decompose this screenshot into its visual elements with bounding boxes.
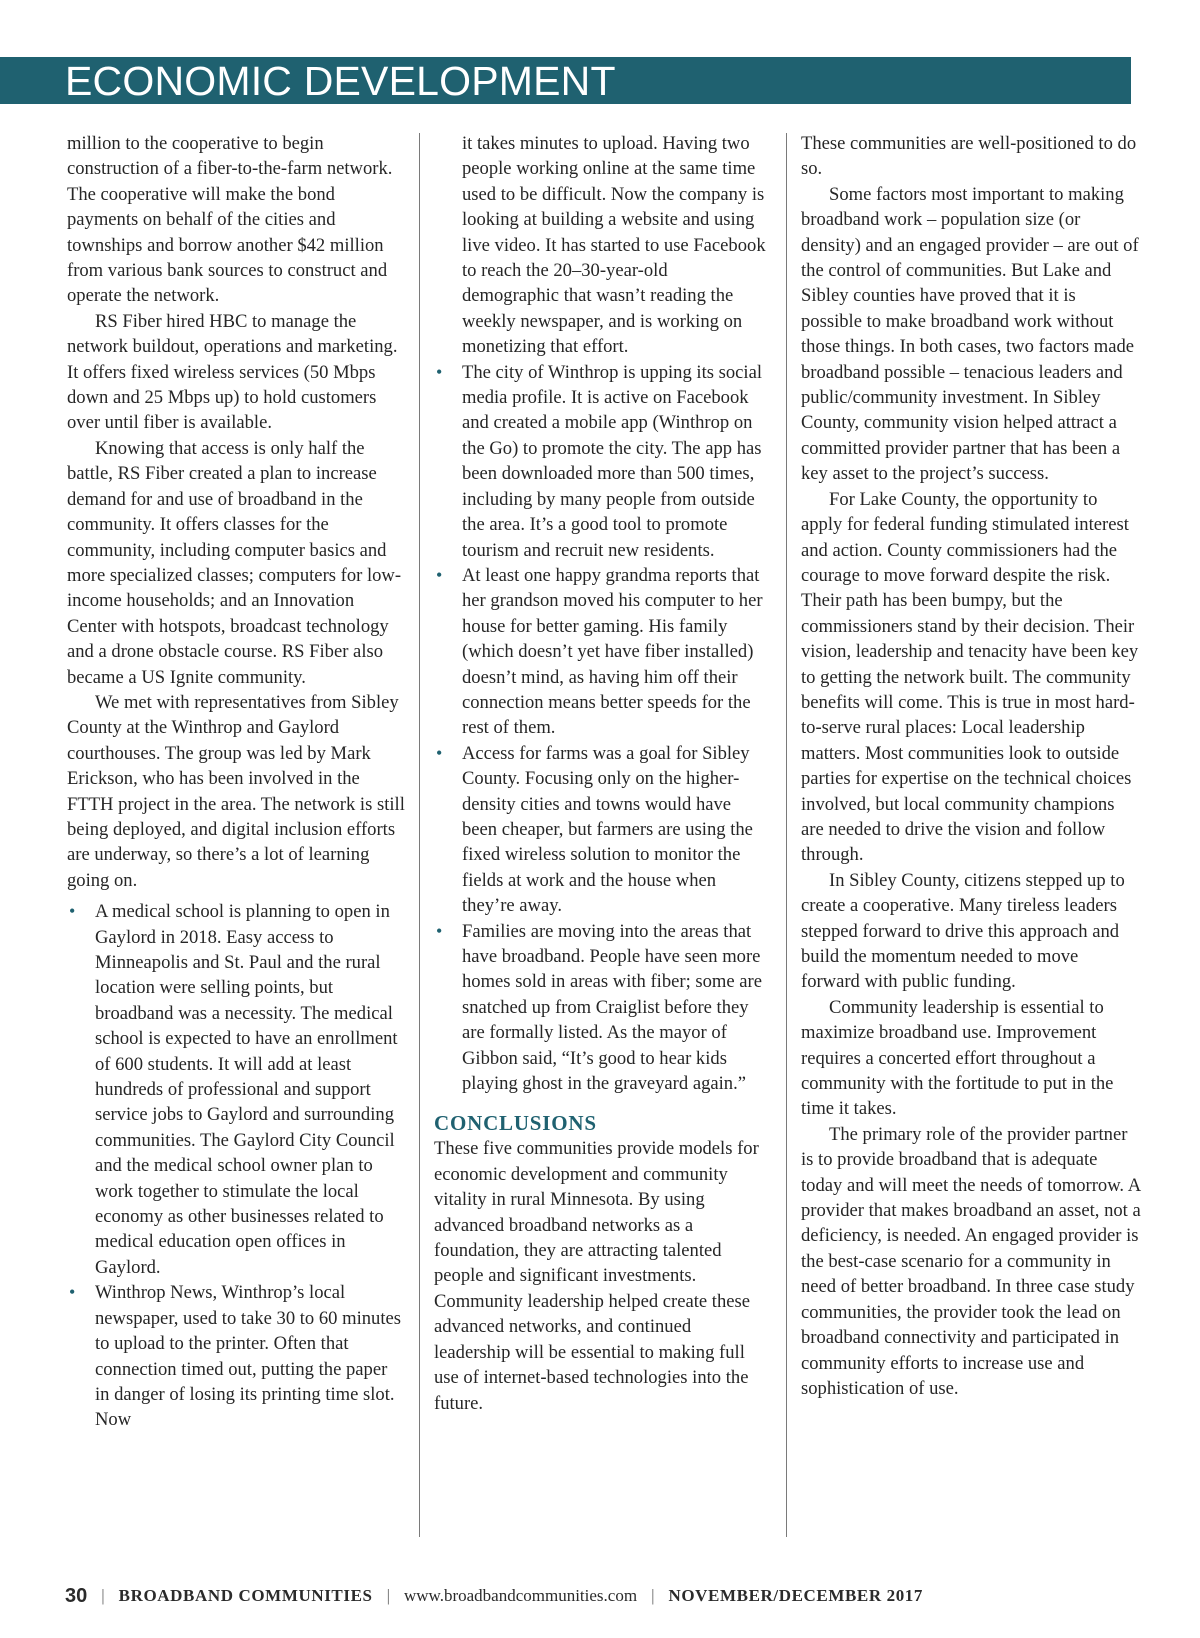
column-1 xyxy=(67,131,405,1433)
bullet-item: • Winthrop News, Winthrop’s local newspaper, used to take 30 to 60 minutes to upload to the printer. Often that connection timed out, putting the paper in danger of losing its printing time slot. Now xyxy=(67,1280,405,1432)
website-url[interactable]: www.broadbandcommunities.com xyxy=(403,1586,638,1605)
issue-date: NOVEMBER/DECEMBER 2017 xyxy=(668,1586,923,1605)
footer-separator: | xyxy=(651,1586,655,1605)
bullet-list xyxy=(67,899,405,1433)
paragraph: In Sibley County, citizens stepped up to create a cooperative. Many tireless leaders stepped forward to drive this approach and build the momentum needed to move forward with public funding. xyxy=(801,869,1125,993)
paragraph: We met with representatives from Sibley County at the Winthrop and Gaylord courthouses. The group was led by Mark Erickson, who has been involved in the FTTH project in the area. The network is still being deployed, and digital inclusion efforts are underway, so there’s a lot of learning going on. xyxy=(67,691,405,891)
paragraph: These five communities provide models for economic development and community vitality in rural Minnesota. By using advanced broadband networks as a foundation, they are attracting talented people and significant investments. Community leadership helped create these advanced networks, and continued leadership will be essential to making full use of internet-based technologies into the future. xyxy=(434,1138,759,1414)
bullet-item: • At least one happy grandma reports that her grandson moved his computer to her house for better gaming. His family (which doesn’t yet have fiber installed) doesn’t mind, as having him off their connection means better speeds for the rest of them. xyxy=(434,563,769,741)
magazine-name: BROADBAND COMMUNITIES xyxy=(118,1586,373,1605)
paragraph: million to the cooperative to begin construction of a fiber-to-the-farm network. The cooperative will make the bond payments on behalf of the cities and townships and borrow another $42 million from various bank sources to construct and operate the network. xyxy=(67,133,393,307)
column-3 xyxy=(801,131,1141,1401)
paragraph: Some factors most important to making broadband work – population size (or density) and an engaged provider – are out of the control of communities. But Lake and Sibley counties have proved that it is possible to make broadband work without those things. In both cases, two factors made broadband possible – tenacious leaders and public/community investment. In Sibley County, community vision helped attract a committed provider partner that has been a key asset to the project’s success. xyxy=(801,183,1139,485)
bullet-list xyxy=(434,131,769,1096)
footer-separator: | xyxy=(101,1586,105,1605)
bullet-item: • Families are moving into the areas that have broadband. People have seen more homes sold in areas with fiber; some are snatched up from Craiglist before they are formally listed. As the mayor of Gibbon said, “It’s good to hear kids playing ghost in the graveyard again.” xyxy=(434,919,769,1097)
footer-separator: | xyxy=(386,1586,390,1605)
paragraph: RS Fiber hired HBC to manage the network buildout, operations and marketing. It offers fixed wireless services (50 Mbps down and 25 Mbps up) to hold customers over until fiber is available. xyxy=(67,310,398,434)
section-title: ECONOMIC DEVELOPMENT xyxy=(65,58,616,104)
paragraph: For Lake County, the opportunity to apply for federal funding stimulated interest and action. County commissioners had the courage to move forward despite the risk. Their path has been bumpy, but the commissioners stand by their decision. Their vision, leadership and tenacity have been key to getting the network built. The community benefits will come. This is true in most hard-to-serve rural places: Local leadership matters. Most communities look to outside parties for expertise on the technical choices involved, but local community champions are needed to drive the vision and follow through. xyxy=(801,488,1139,866)
bullet-item: • A medical school is planning to open in Gaylord in 2018. Easy access to Minneapolis and St. Paul and the rural location were selling points, but broadband was a necessity. The medical school is expected to have an enrollment of 600 students. It will add at least hundreds of professional and support service jobs to Gaylord and surrounding communities. The Gaylord City Council and the medical school owner plan to work together to stimulate the local economy as other businesses related to medical education open offices in Gaylord. xyxy=(67,899,405,1280)
bullet-item: • Access for farms was a goal for Sibley County. Focusing only on the higher-density cities and towns would have been cheaper, but farmers are using the fixed wireless solution to monitor the fields at work and the house when they’re away. xyxy=(434,741,769,919)
page-footer xyxy=(65,1582,923,1610)
paragraph: Community leadership is essential to maximize broadband use. Improvement requires a concerted effort throughout a community with the fortitude to put in the time it takes. xyxy=(801,996,1114,1120)
page-number: 30 xyxy=(65,1585,88,1607)
column-divider xyxy=(786,133,787,1537)
paragraph: These communities are well-positioned to do so. xyxy=(801,133,1137,180)
paragraph: The primary role of the provider partner is to provide broadband that is adequate today and will meet the needs of tomorrow. A provider that makes broadband an asset, not a deficiency, is needed. An engaged provider is the best-case scenario for a community in need of better broadband. In three case study communities, the provider took the lead on broadband connectivity and participated in community efforts to increase use and sophistication of use. xyxy=(801,1123,1141,1399)
bullet-item-continued xyxy=(434,131,769,360)
column-2 xyxy=(434,131,769,1416)
bullet-continuation-text: it takes minutes to upload. Having two people working online at the same time used to be difficult. Now the company is looking at building a website and using live video. It has started to use Facebook to reach the 20–30-year-old demographic that wasn’t reading the weekly newspaper, and is working on monetizing that effort. xyxy=(462,133,766,358)
paragraph: Knowing that access is only half the battle, RS Fiber created a plan to increase demand for and use of broadband in the community. It offers classes for the community, including computer basics and more specialized classes; computers for low-income households; and an Innovation Center with hotspots, broadcast technology and a drone obstacle course. RS Fiber also became a US Ignite community. xyxy=(67,437,402,688)
column-divider xyxy=(419,133,420,1537)
bullet-item: • The city of Winthrop is upping its social media profile. It is active on Facebook and created a mobile app (Winthrop on the Go) to promote the city. The app has been downloaded more than 500 times, including by many people from outside the area. It’s a good tool to promote tourism and recruit new residents. xyxy=(434,360,769,563)
section-heading: CONCLUSIONS xyxy=(434,1111,597,1136)
